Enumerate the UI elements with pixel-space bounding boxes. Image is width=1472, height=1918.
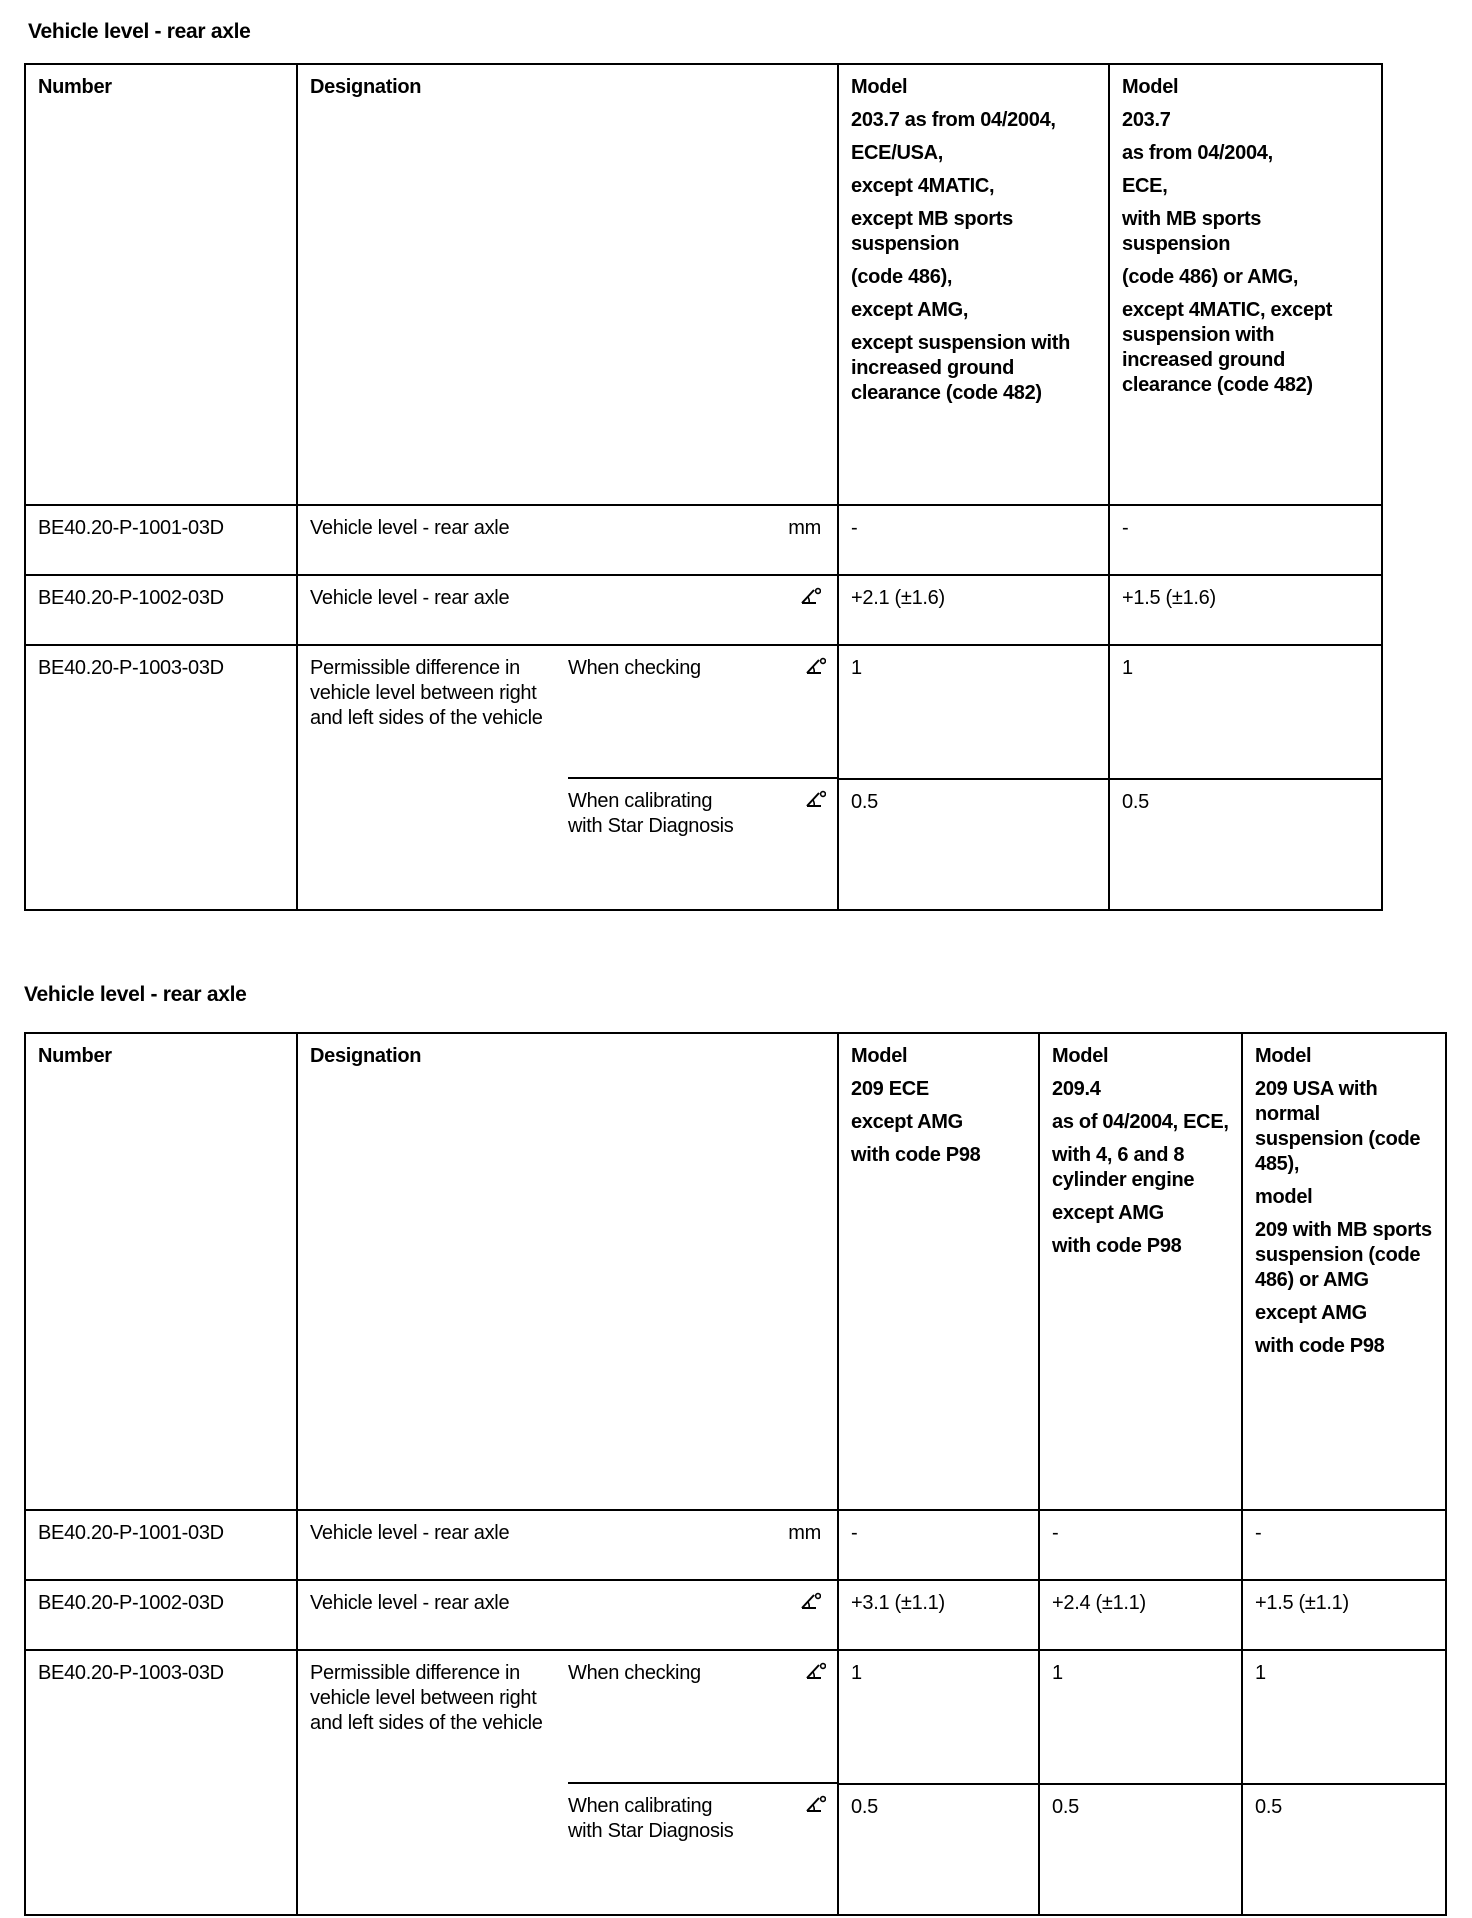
angle-icon	[804, 1661, 826, 1686]
row-number: BE40.20-P-1001-03D	[25, 505, 297, 575]
model-line: 209 with MB sports suspension (code 486) or AMG	[1255, 1219, 1432, 1291]
row-value: -	[838, 1510, 1039, 1580]
table-row	[25, 1580, 1446, 1650]
model-line: with code P98	[851, 1144, 981, 1166]
header-row	[25, 64, 1382, 505]
header-number: Number	[25, 64, 297, 505]
row-value: 0.5	[1242, 1784, 1446, 1916]
row-number: BE40.20-P-1002-03D	[25, 1580, 297, 1650]
header-row	[25, 1033, 1446, 1510]
designation-text: Vehicle level - rear axle	[310, 1522, 510, 1544]
calibrating-label: When calibrating with Star Diagnosis	[568, 790, 734, 837]
model-line: Model	[1052, 1045, 1109, 1067]
row-value: -	[1039, 1510, 1242, 1580]
sub-row-divider	[568, 1782, 837, 1784]
header-model-1	[838, 1033, 1039, 1510]
model-line: except AMG	[851, 1111, 963, 1133]
row-value: 0.5	[1039, 1784, 1242, 1916]
header-number: Number	[25, 1033, 297, 1510]
row-value: -	[1109, 505, 1382, 575]
header-designation: Designation	[297, 64, 838, 505]
row-designation	[297, 1650, 838, 1915]
sub-row-divider	[568, 777, 837, 779]
model-line: 209 USA with normal suspension (code 485),	[1255, 1078, 1421, 1175]
row-value: -	[838, 505, 1109, 575]
model-line: except MB sports suspension	[851, 208, 1013, 255]
model-line: 203.7 as from 04/2004,	[851, 109, 1056, 131]
table-row	[25, 1510, 1446, 1580]
model-line: with 4, 6 and 8 cylinder engine	[1052, 1144, 1195, 1191]
model-line: with code P98	[1255, 1335, 1385, 1357]
row-number: BE40.20-P-1002-03D	[25, 575, 297, 645]
unit-label: mm	[788, 517, 821, 539]
row-designation	[297, 575, 838, 645]
row-value: +3.1 (±1.1)	[838, 1580, 1039, 1650]
section-title-1: Vehicle level - rear axle	[28, 20, 251, 43]
model-line: Model	[1255, 1045, 1312, 1067]
table-row	[25, 505, 1382, 575]
table-row-checking	[25, 1650, 1446, 1784]
model-line: 203.7	[1122, 109, 1171, 131]
model-line: Model	[851, 1045, 908, 1067]
designation-text: Permissible difference in vehicle level between right and left sides of the vehicle	[310, 1662, 543, 1734]
angle-icon	[804, 1794, 826, 1819]
row-designation	[297, 1510, 838, 1580]
row-number: BE40.20-P-1003-03D	[25, 645, 297, 910]
model-line: except 4MATIC,	[851, 175, 995, 197]
angle-icon	[799, 1591, 821, 1616]
header-model-3	[1242, 1033, 1446, 1510]
checking-label: When checking	[568, 657, 701, 679]
model-line: Model	[1122, 76, 1179, 98]
row-designation	[297, 505, 838, 575]
model-line: with code P98	[1052, 1235, 1182, 1257]
model-line: with MB sports suspension	[1122, 208, 1262, 255]
row-value: 1	[1039, 1650, 1242, 1784]
row-value: +1.5 (±1.6)	[1109, 575, 1382, 645]
designation-text: Vehicle level - rear axle	[310, 517, 510, 539]
section-title-2: Vehicle level - rear axle	[24, 983, 247, 1006]
model-line: except AMG	[1255, 1302, 1367, 1324]
designation-text: Permissible difference in vehicle level between right and left sides of the vehicle	[310, 657, 543, 729]
checking-label-cell	[568, 656, 838, 681]
row-value: -	[1242, 1510, 1446, 1580]
row-designation	[297, 1580, 838, 1650]
model-line: except AMG,	[851, 299, 969, 321]
model-line: 209.4	[1052, 1078, 1101, 1100]
model-line: ECE,	[1122, 175, 1168, 197]
model-line: except suspension with increased ground clearance (code 482)	[851, 332, 1071, 404]
spec-table-2	[24, 1032, 1447, 1916]
model-line: model	[1255, 1186, 1313, 1208]
row-value: 1	[838, 645, 1109, 779]
model-line: (code 486),	[851, 266, 953, 288]
angle-icon	[799, 586, 821, 611]
row-designation	[297, 645, 838, 910]
row-value: 1	[1242, 1650, 1446, 1784]
row-value: 0.5	[838, 779, 1109, 911]
row-value: 1	[1109, 645, 1382, 779]
header-model-1	[838, 64, 1109, 505]
designation-text: Vehicle level - rear axle	[310, 1592, 510, 1614]
model-line: except AMG	[1052, 1202, 1164, 1224]
model-line: as from 04/2004,	[1122, 142, 1273, 164]
row-value: 0.5	[1109, 779, 1382, 911]
table-row-checking	[25, 645, 1382, 779]
checking-label-cell	[568, 1661, 838, 1686]
row-value: 1	[838, 1650, 1039, 1784]
spec-table-1	[24, 63, 1383, 911]
row-number: BE40.20-P-1001-03D	[25, 1510, 297, 1580]
header-model-2	[1039, 1033, 1242, 1510]
model-line: ECE/USA,	[851, 142, 944, 164]
model-line: as of 04/2004, ECE,	[1052, 1111, 1229, 1133]
unit-label: mm	[788, 1522, 821, 1544]
calibrating-label: When calibrating with Star Diagnosis	[568, 1795, 734, 1842]
model-line: 209 ECE	[851, 1078, 929, 1100]
table-row	[25, 575, 1382, 645]
checking-label: When checking	[568, 1662, 701, 1684]
row-value: +2.1 (±1.6)	[838, 575, 1109, 645]
designation-text: Vehicle level - rear axle	[310, 587, 510, 609]
model-line: (code 486) or AMG,	[1122, 266, 1299, 288]
row-value: 0.5	[838, 1784, 1039, 1916]
header-designation: Designation	[297, 1033, 838, 1510]
model-line: Model	[851, 76, 908, 98]
row-value: +2.4 (±1.1)	[1039, 1580, 1242, 1650]
row-value: +1.5 (±1.1)	[1242, 1580, 1446, 1650]
angle-icon	[804, 656, 826, 681]
model-line: except 4MATIC, except suspension with increased ground clearance (code 482)	[1122, 299, 1333, 396]
angle-icon	[804, 789, 826, 814]
header-model-2	[1109, 64, 1382, 505]
row-number: BE40.20-P-1003-03D	[25, 1650, 297, 1915]
